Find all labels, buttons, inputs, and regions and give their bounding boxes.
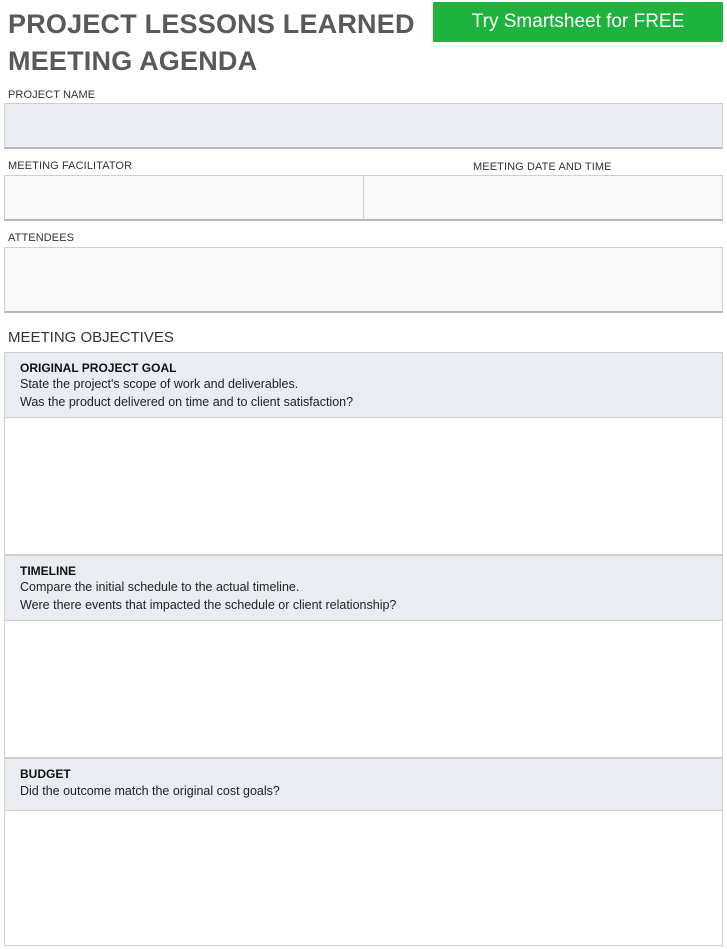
- timeline-title: TIMELINE: [20, 564, 76, 578]
- page-title: [8, 6, 415, 80]
- project-name-label: PROJECT NAME: [8, 89, 96, 101]
- budget-notes[interactable]: [4, 810, 723, 946]
- meeting-objectives-heading: MEETING OBJECTIVES: [8, 329, 174, 346]
- original-goal-line-1: State the project's scope of work and deliverables.: [20, 377, 299, 391]
- original-goal-line-2: Was the product delivered on time and to client satisfaction?: [20, 395, 354, 409]
- original-goal-title: ORIGINAL PROJECT GOAL: [20, 361, 177, 375]
- original-goal-header: [4, 352, 723, 418]
- budget-title: BUDGET: [20, 767, 71, 781]
- timeline-line-1: Compare the initial schedule to the actual timeline.: [20, 580, 300, 594]
- title-line-1: PROJECT LESSONS LEARNED: [8, 9, 415, 39]
- timeline-header: [4, 555, 723, 621]
- budget-line-1: Did the outcome match the original cost goals?: [20, 784, 280, 798]
- project-name-field[interactable]: [4, 103, 723, 149]
- timeline-notes[interactable]: [4, 620, 723, 758]
- meeting-date-time-label: MEETING DATE AND TIME: [473, 161, 612, 173]
- timeline-line-2: Were there events that impacted the schedule or client relationship?: [20, 598, 397, 612]
- original-goal-notes[interactable]: [4, 417, 723, 555]
- attendees-field[interactable]: [4, 247, 723, 313]
- attendees-label: ATTENDEES: [8, 232, 75, 244]
- budget-header: [4, 758, 723, 811]
- title-line-2: MEETING AGENDA: [8, 46, 258, 76]
- meeting-facilitator-field[interactable]: [4, 175, 364, 221]
- try-smartsheet-button[interactable]: Try Smartsheet for FREE: [433, 2, 723, 42]
- meeting-date-time-field[interactable]: [363, 175, 723, 221]
- meeting-facilitator-label: MEETING FACILITATOR: [8, 160, 133, 172]
